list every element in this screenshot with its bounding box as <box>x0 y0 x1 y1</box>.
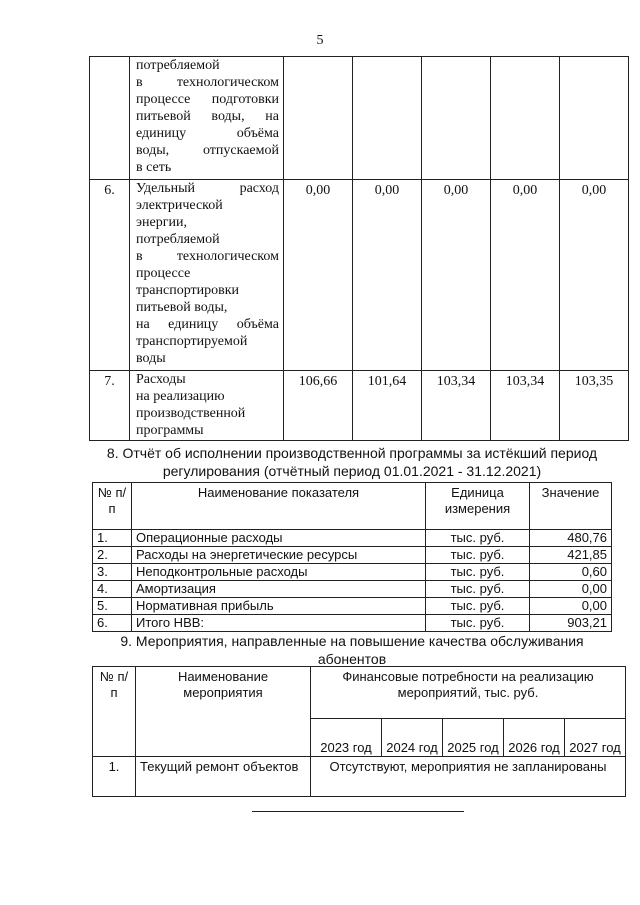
table-row <box>93 598 612 615</box>
table-header-row <box>93 483 612 530</box>
name-line: в сеть <box>136 160 172 175</box>
indicators-table-continued <box>89 56 629 441</box>
section9-heading-line1: 9. Мероприятия, направленные на повышение качества обслуживания <box>120 633 584 649</box>
name-line: воды, отпускаемой <box>136 143 279 158</box>
value-cell: 101,64 <box>353 371 422 441</box>
indicator-name: Амортизация <box>132 581 426 598</box>
value-cell: 480,76 <box>530 530 612 547</box>
name-line: питьевой воды, на <box>136 109 279 124</box>
unit-cell: тыс. руб. <box>426 581 530 598</box>
name-line: воды <box>136 351 166 366</box>
year-2023: 2023 год <box>311 719 382 757</box>
value-cell: 103,35 <box>560 371 629 441</box>
unit-cell: тыс. руб. <box>426 564 530 581</box>
value-cell: 103,34 <box>491 371 560 441</box>
value-cell: 0,00 <box>284 180 353 371</box>
indicator-name: Расходы на энергетические ресурсы <box>132 547 426 564</box>
table-row <box>93 581 612 598</box>
year-2026: 2026 год <box>504 719 565 757</box>
indicator-name: Операционные расходы <box>132 530 426 547</box>
name-line: процессе подготовки <box>136 92 279 107</box>
name-line: потребляемой <box>136 232 220 247</box>
section8-heading-line1: 8. Отчёт об исполнении производственной программы за истёкший период <box>106 445 598 461</box>
table-row <box>93 547 612 564</box>
unit-cell: тыс. руб. <box>426 598 530 615</box>
name-line: на реализацию <box>136 389 225 404</box>
name-line: транспортируемой <box>136 334 248 349</box>
value-cell: 903,21 <box>530 615 612 632</box>
name-line: на единицу объёма <box>136 317 279 332</box>
name-line: Удельный расход <box>136 181 279 196</box>
year-2025: 2025 год <box>443 719 504 757</box>
execution-report-table <box>92 482 612 632</box>
indicator-name: Итого НВВ: <box>132 615 426 632</box>
page-number: 5 <box>316 33 324 48</box>
section8-heading-line2: регулирования (отчётный период 01.01.2021 - 31.12.2021) <box>162 463 542 479</box>
measures-table <box>92 666 626 797</box>
name-line: энергии, <box>136 215 187 230</box>
indicator-name: Неподконтрольные расходы <box>132 564 426 581</box>
value-cell: 0,00 <box>422 180 491 371</box>
table-row <box>90 180 629 371</box>
table-row <box>93 757 626 797</box>
indicator-name: Нормативная прибыль <box>132 598 426 615</box>
name-line: электрической <box>136 198 223 213</box>
value-cell: 0,00 <box>530 598 612 615</box>
section8-heading <box>92 444 612 480</box>
value-cell <box>560 57 629 180</box>
value-cell: 0,00 <box>560 180 629 371</box>
value-cell: 0,00 <box>491 180 560 371</box>
value-cell <box>422 57 491 180</box>
unit-cell: тыс. руб. <box>426 615 530 632</box>
row-number <box>90 57 130 180</box>
measure-note: Отсутствуют, мероприятия не запланированы <box>311 757 626 797</box>
table-row <box>90 371 629 441</box>
header-unit: Единица измерения <box>426 483 530 530</box>
indicator-name <box>130 57 284 180</box>
header-finance: Финансовые потребности на реализацию мероприятий, тыс. руб. <box>311 667 626 719</box>
name-line: единицу объёма <box>136 126 279 141</box>
year-2027: 2027 год <box>565 719 626 757</box>
value-cell: 421,85 <box>530 547 612 564</box>
name-line: процессе <box>136 266 191 281</box>
indicator-name <box>130 371 284 441</box>
value-cell: 0,60 <box>530 564 612 581</box>
row-number: 3. <box>93 564 132 581</box>
row-number: 1. <box>93 530 132 547</box>
row-number: 6. <box>93 615 132 632</box>
name-line: в технологическом <box>136 75 279 90</box>
value-cell: 106,66 <box>284 371 353 441</box>
unit-cell: тыс. руб. <box>426 547 530 564</box>
value-cell <box>284 57 353 180</box>
table-row <box>93 530 612 547</box>
table-header-row <box>93 667 626 719</box>
value-cell: 103,34 <box>422 371 491 441</box>
header-num: № п/п <box>93 667 136 757</box>
name-line: транспортировки <box>136 283 240 298</box>
section9-heading <box>92 632 612 668</box>
value-cell: 0,00 <box>530 581 612 598</box>
row-number: 1. <box>93 757 136 797</box>
name-line: потребляемой <box>136 58 220 73</box>
value-cell <box>353 57 422 180</box>
table-row <box>90 57 629 180</box>
footer-divider <box>252 811 464 812</box>
row-number: 2. <box>93 547 132 564</box>
value-cell: 0,00 <box>353 180 422 371</box>
name-line: в технологическом <box>136 249 279 264</box>
indicator-name <box>130 180 284 371</box>
name-line: программы <box>136 423 204 438</box>
name-line: питьевой воды, <box>136 300 228 315</box>
year-2024: 2024 год <box>382 719 443 757</box>
row-number: 4. <box>93 581 132 598</box>
value-cell <box>491 57 560 180</box>
name-line: Расходы <box>136 372 186 387</box>
table-row <box>93 615 612 632</box>
section9-heading-line2: абонентов <box>317 651 387 667</box>
row-number: 7. <box>90 371 130 441</box>
table-row <box>93 564 612 581</box>
name-line: производственной <box>136 406 246 421</box>
row-number: 5. <box>93 598 132 615</box>
measure-name: Текущий ремонт объектов <box>136 757 311 797</box>
header-num: № п/п <box>93 483 132 530</box>
unit-cell: тыс. руб. <box>426 530 530 547</box>
header-value: Значение <box>530 483 612 530</box>
header-name: Наименование мероприятия <box>136 667 311 757</box>
header-name: Наименование показателя <box>132 483 426 530</box>
row-number: 6. <box>90 180 130 371</box>
